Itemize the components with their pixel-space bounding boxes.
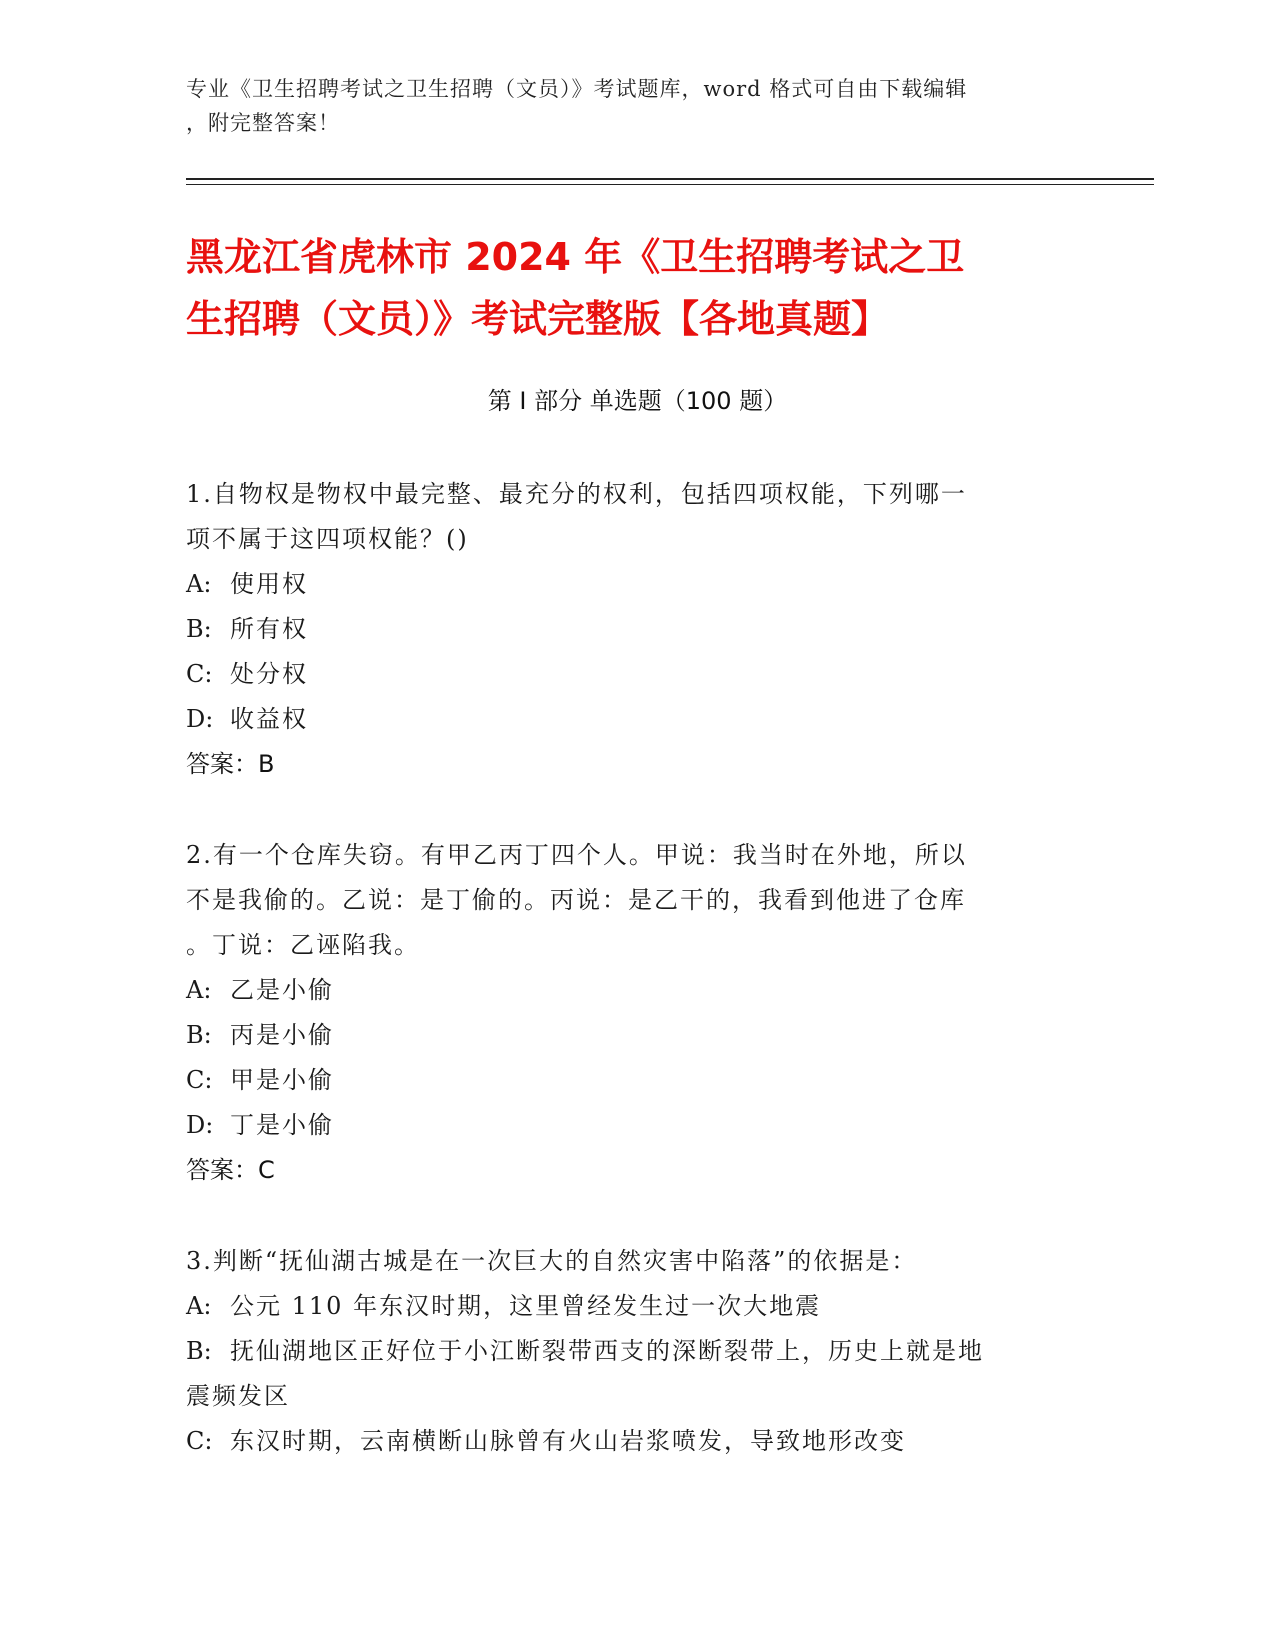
question-stem: 。丁说：乙诬陷我。 — [186, 931, 420, 959]
option-b — [186, 1329, 1086, 1374]
option-text: 抚仙湖地区正好位于小江断裂带西支的深断裂带上，历史上就是地 — [230, 1337, 984, 1365]
option-text: 收益权 — [230, 705, 308, 733]
header-rule-thin — [186, 184, 1154, 185]
option-text: 丙是小偷 — [230, 1021, 334, 1049]
option-text: 公元 110 年东汉时期，这里曾经发生过一次大地震 — [230, 1292, 822, 1320]
option-letter: A: — [186, 976, 212, 1004]
option-text: 所有权 — [230, 615, 308, 643]
document-title — [186, 226, 1096, 350]
option-d — [186, 1103, 1086, 1148]
option-text: 东汉时期，云南横断山脉曾有火山岩浆喷发，导致地形改变 — [230, 1427, 906, 1455]
question-stem: 项不属于这四项权能？() — [186, 525, 469, 553]
document-title-line: 生招聘（文员）》考试完整版【各地真题】 — [186, 297, 890, 341]
option-c — [186, 1058, 1086, 1103]
header-rule-thick — [186, 178, 1154, 180]
option-text: 丁是小偷 — [230, 1111, 334, 1139]
option-a — [186, 968, 1086, 1013]
answer-line: 答案：C — [186, 1156, 275, 1184]
option-text: 甲是小偷 — [230, 1066, 334, 1094]
option-a — [186, 562, 1086, 607]
option-letter: D: — [186, 1111, 214, 1139]
option-letter: C: — [186, 660, 213, 688]
option-letter: C: — [186, 1427, 213, 1455]
option-letter: A: — [186, 1292, 212, 1320]
option-text: 处分权 — [230, 660, 308, 688]
option-b — [186, 607, 1086, 652]
question-1 — [186, 472, 1086, 787]
option-c — [186, 1419, 1086, 1464]
header-note-line: ，附完整答案！ — [186, 111, 340, 135]
option-b-continuation: 震频发区 — [186, 1382, 290, 1410]
question-stem: 1.自物权是物权中最完整、最充分的权利，包括四项权能，下列哪一 — [186, 480, 967, 508]
question-list — [186, 472, 1086, 1510]
question-3 — [186, 1239, 1086, 1464]
header-note-line: 专业《卫生招聘考试之卫生招聘（文员）》考试题库，word 格式可自由下载编辑 — [186, 77, 968, 101]
question-stem: 3.判断“抚仙湖古城是在一次巨大的自然灾害中陷落”的依据是： — [186, 1247, 918, 1275]
option-letter: C: — [186, 1066, 213, 1094]
option-letter: B: — [186, 1337, 212, 1365]
option-a — [186, 1284, 1086, 1329]
header-note — [186, 72, 1066, 140]
option-letter: D: — [186, 705, 214, 733]
option-d — [186, 697, 1086, 742]
option-b — [186, 1013, 1086, 1058]
option-c — [186, 652, 1086, 697]
option-letter: A: — [186, 570, 212, 598]
option-letter: B: — [186, 1021, 212, 1049]
question-2 — [186, 833, 1086, 1193]
section-heading: 第 I 部分 单选题（100 题） — [487, 387, 788, 415]
document-title-line: 黑龙江省虎林市 2024 年《卫生招聘考试之卫 — [186, 235, 965, 279]
answer-line: 答案：B — [186, 750, 275, 778]
option-text: 乙是小偷 — [230, 976, 334, 1004]
question-stem: 2.有一个仓库失窃。有甲乙丙丁四个人。甲说：我当时在外地，所以 — [186, 841, 967, 869]
option-text: 使用权 — [230, 570, 308, 598]
option-letter: B: — [186, 615, 212, 643]
question-stem: 不是我偷的。乙说：是丁偷的。丙说：是乙干的，我看到他进了仓库 — [186, 886, 966, 914]
